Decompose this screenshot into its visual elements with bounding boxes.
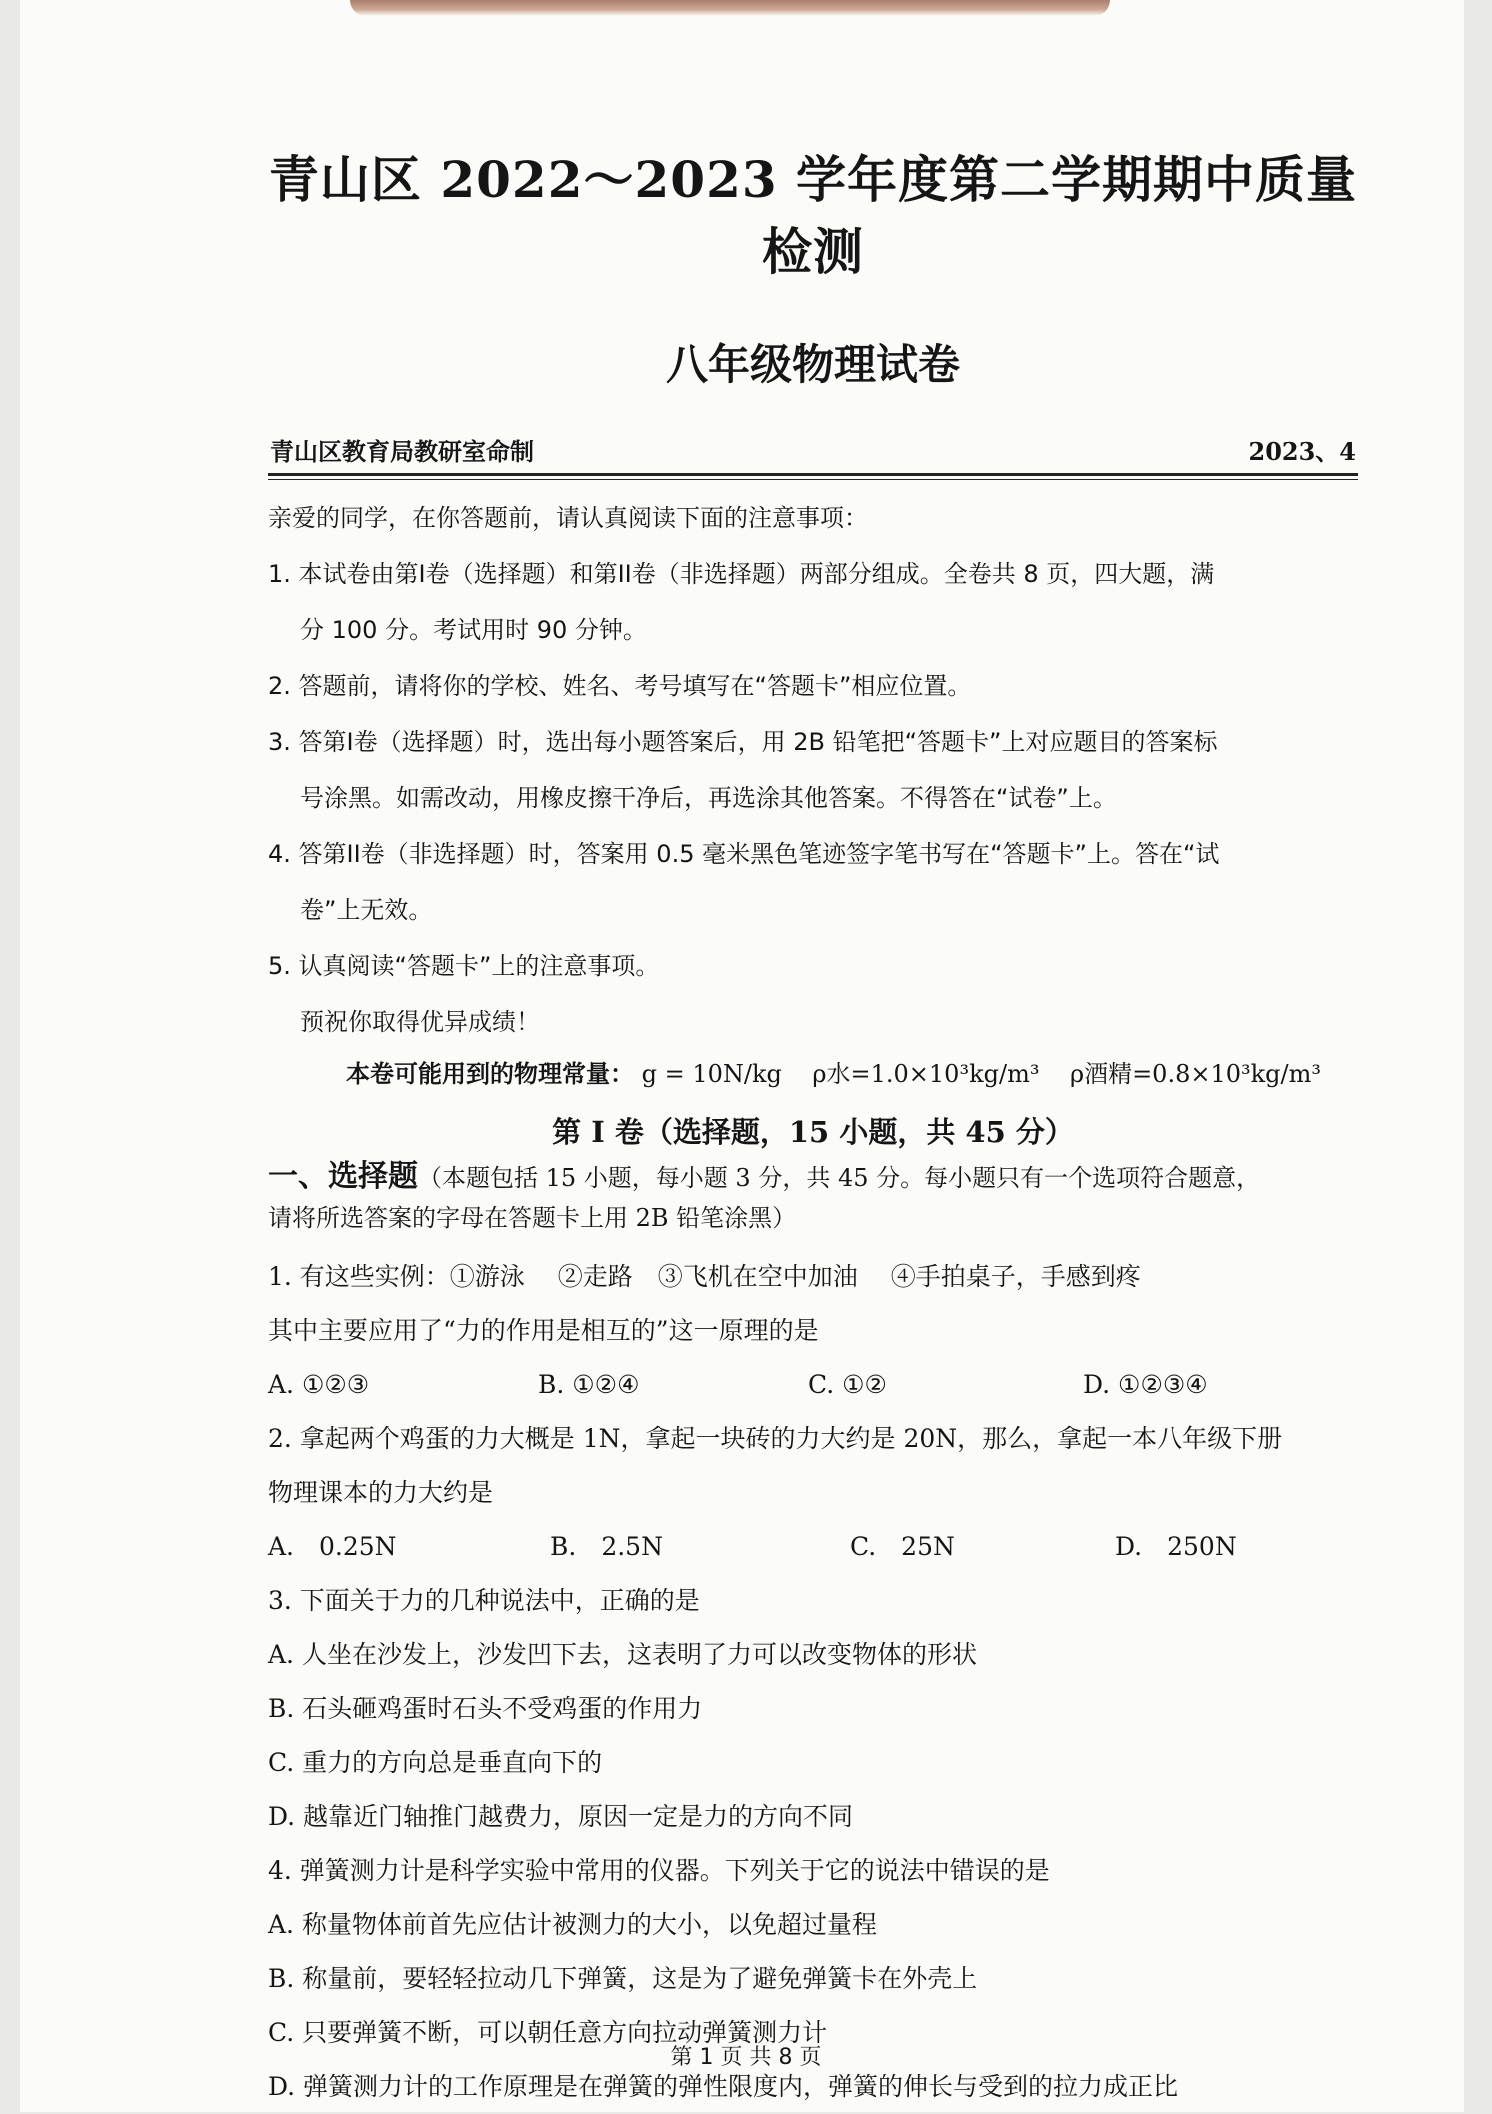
exam-date: 2023、4 <box>1248 437 1356 466</box>
constants-label: 本卷可能用到的物理常量： <box>346 1059 634 1088</box>
issuer-row <box>268 432 1358 473</box>
question-3-choice-d: D. 越靠近门轴推门越费力，原因一定是力的方向不同 <box>268 1802 854 1831</box>
question-1-option-c: C. ①② <box>808 1370 887 1399</box>
notice-item-5: 5. 认真阅读“答题卡”上的注意事项。 <box>268 952 660 980</box>
question-1-options <box>268 1358 1358 1412</box>
constant-rho-alcohol: ρ酒精=0.8×10³kg/m³ <box>1069 1060 1321 1088</box>
header-rule-thin <box>268 479 1358 480</box>
constant-rho-water: ρ水=1.0×10³kg/m³ <box>812 1060 1040 1088</box>
question-4-choice-b: B. 称量前，要轻轻拉动几下弹簧，这是为了避免弹簧卡在外壳上 <box>268 1964 978 1993</box>
question-2-option-d: D. 250N <box>1115 1532 1237 1561</box>
question-3-stem: 3. 下面关于力的几种说法中，正确的是 <box>268 1586 700 1615</box>
notice-greeting: 亲爱的同学，在你答题前，请认真阅读下面的注意事项： <box>268 504 868 532</box>
constant-g: g = 10N/kg <box>641 1060 782 1088</box>
question-4-choice-d: D. 弹簧测力计的工作原理是在弹簧的弹性限度内，弹簧的伸长与受到的拉力成正比 <box>268 2072 1179 2101</box>
physics-constants <box>346 1054 1358 1094</box>
notice-wish: 预祝你取得优异成绩！ <box>300 1008 540 1036</box>
question-1-option-a: A. ①②③ <box>268 1370 370 1399</box>
question-3-choice-c: C. 重力的方向总是垂直向下的 <box>268 1748 603 1777</box>
exam-subtitle: 八年级物理试卷 <box>665 340 960 389</box>
question-1-stem-cont: 其中主要应用了“力的作用是相互的”这一原理的是 <box>268 1316 819 1345</box>
question-1-option-b: B. ①②④ <box>538 1370 640 1399</box>
notice-block <box>268 490 1358 1050</box>
binding-smudge <box>350 0 1110 16</box>
notice-item-3-cont: 号涂黑。如需改动，用橡皮擦干净后，再选涂其他答案。不得答在“试卷”上。 <box>300 784 1117 812</box>
notice-item-3: 3. 答第I卷（选择题）时，选出每小题答案后，用 2B 铅笔把“答题卡”上对应题目的答案标 <box>268 728 1218 756</box>
question-1-stem: 1. 有这些实例：①游泳 ②走路 ③飞机在空中加油 ④手拍桌子，手感到疼 <box>268 1262 1141 1291</box>
page-content <box>268 120 1358 2114</box>
question-3-choice-b: B. 石头砸鸡蛋时石头不受鸡蛋的作用力 <box>268 1694 703 1723</box>
notice-item-1-cont: 分 100 分。考试用时 90 分钟。 <box>300 616 647 644</box>
part-1-desc: （本题包括 15 小题，每小题 3 分，共 45 分。每小题只有一个选项符合题意， <box>418 1164 1261 1192</box>
notice-item-1: 1. 本试卷由第I卷（选择题）和第II卷（非选择题）两部分组成。全卷共 8 页，四大题，满 <box>268 560 1215 588</box>
question-3-choice-a: A. 人坐在沙发上，沙发凹下去，这表明了力可以改变物体的形状 <box>268 1640 977 1669</box>
notice-item-2: 2. 答题前，请将你的学校、姓名、考号填写在“答题卡”相应位置。 <box>268 672 972 700</box>
question-4-choice-a: A. 称量物体前首先应估计被测力的大小，以免超过量程 <box>268 1910 877 1939</box>
part-1-intro <box>268 1157 1358 1238</box>
page-footer: 第 1 页 共 8 页 <box>670 2045 822 2070</box>
notice-item-4-cont: 卷”上无效。 <box>300 896 433 924</box>
part-1-label: 一、选择题 <box>268 1159 418 1194</box>
question-2-options <box>268 1520 1358 1574</box>
question-2-option-b: B. 2.5N <box>550 1532 663 1561</box>
question-4-choice-c: C. 只要弹簧不断，可以朝任意方向拉动弹簧测力计 <box>268 2018 828 2047</box>
question-2-option-a: A. 0.25N <box>268 1532 397 1561</box>
question-2-option-c: C. 25N <box>850 1532 955 1561</box>
question-2-stem: 2. 拿起两个鸡蛋的力大概是 1N，拿起一块砖的力大约是 20N，那么，拿起一本八年级下册 <box>268 1424 1283 1453</box>
question-1-option-d: D. ①②③④ <box>1083 1370 1208 1399</box>
question-2-stem-cont: 物理课本的力大约是 <box>268 1478 494 1507</box>
part-1-desc-cont: 请将所选答案的字母在答题卡上用 2B 铅笔涂黑） <box>268 1204 797 1232</box>
header-rule-thick <box>268 473 1358 476</box>
notice-item-4: 4. 答第II卷（非选择题）时，答案用 0.5 毫米黑色笔迹签字笔书写在“答题卡”上。答在“试 <box>268 840 1220 868</box>
section-1-heading: 第 I 卷（选择题，15 小题，共 45 分） <box>552 1115 1074 1149</box>
issuer: 青山区教育局教研室命制 <box>270 437 534 466</box>
question-4-stem: 4. 弹簧测力计是科学实验中常用的仪器。下列关于它的说法中错误的是 <box>268 1856 1050 1885</box>
exam-title: 青山区 2022～2023 学年度第二学期期中质量检测 <box>268 150 1358 281</box>
